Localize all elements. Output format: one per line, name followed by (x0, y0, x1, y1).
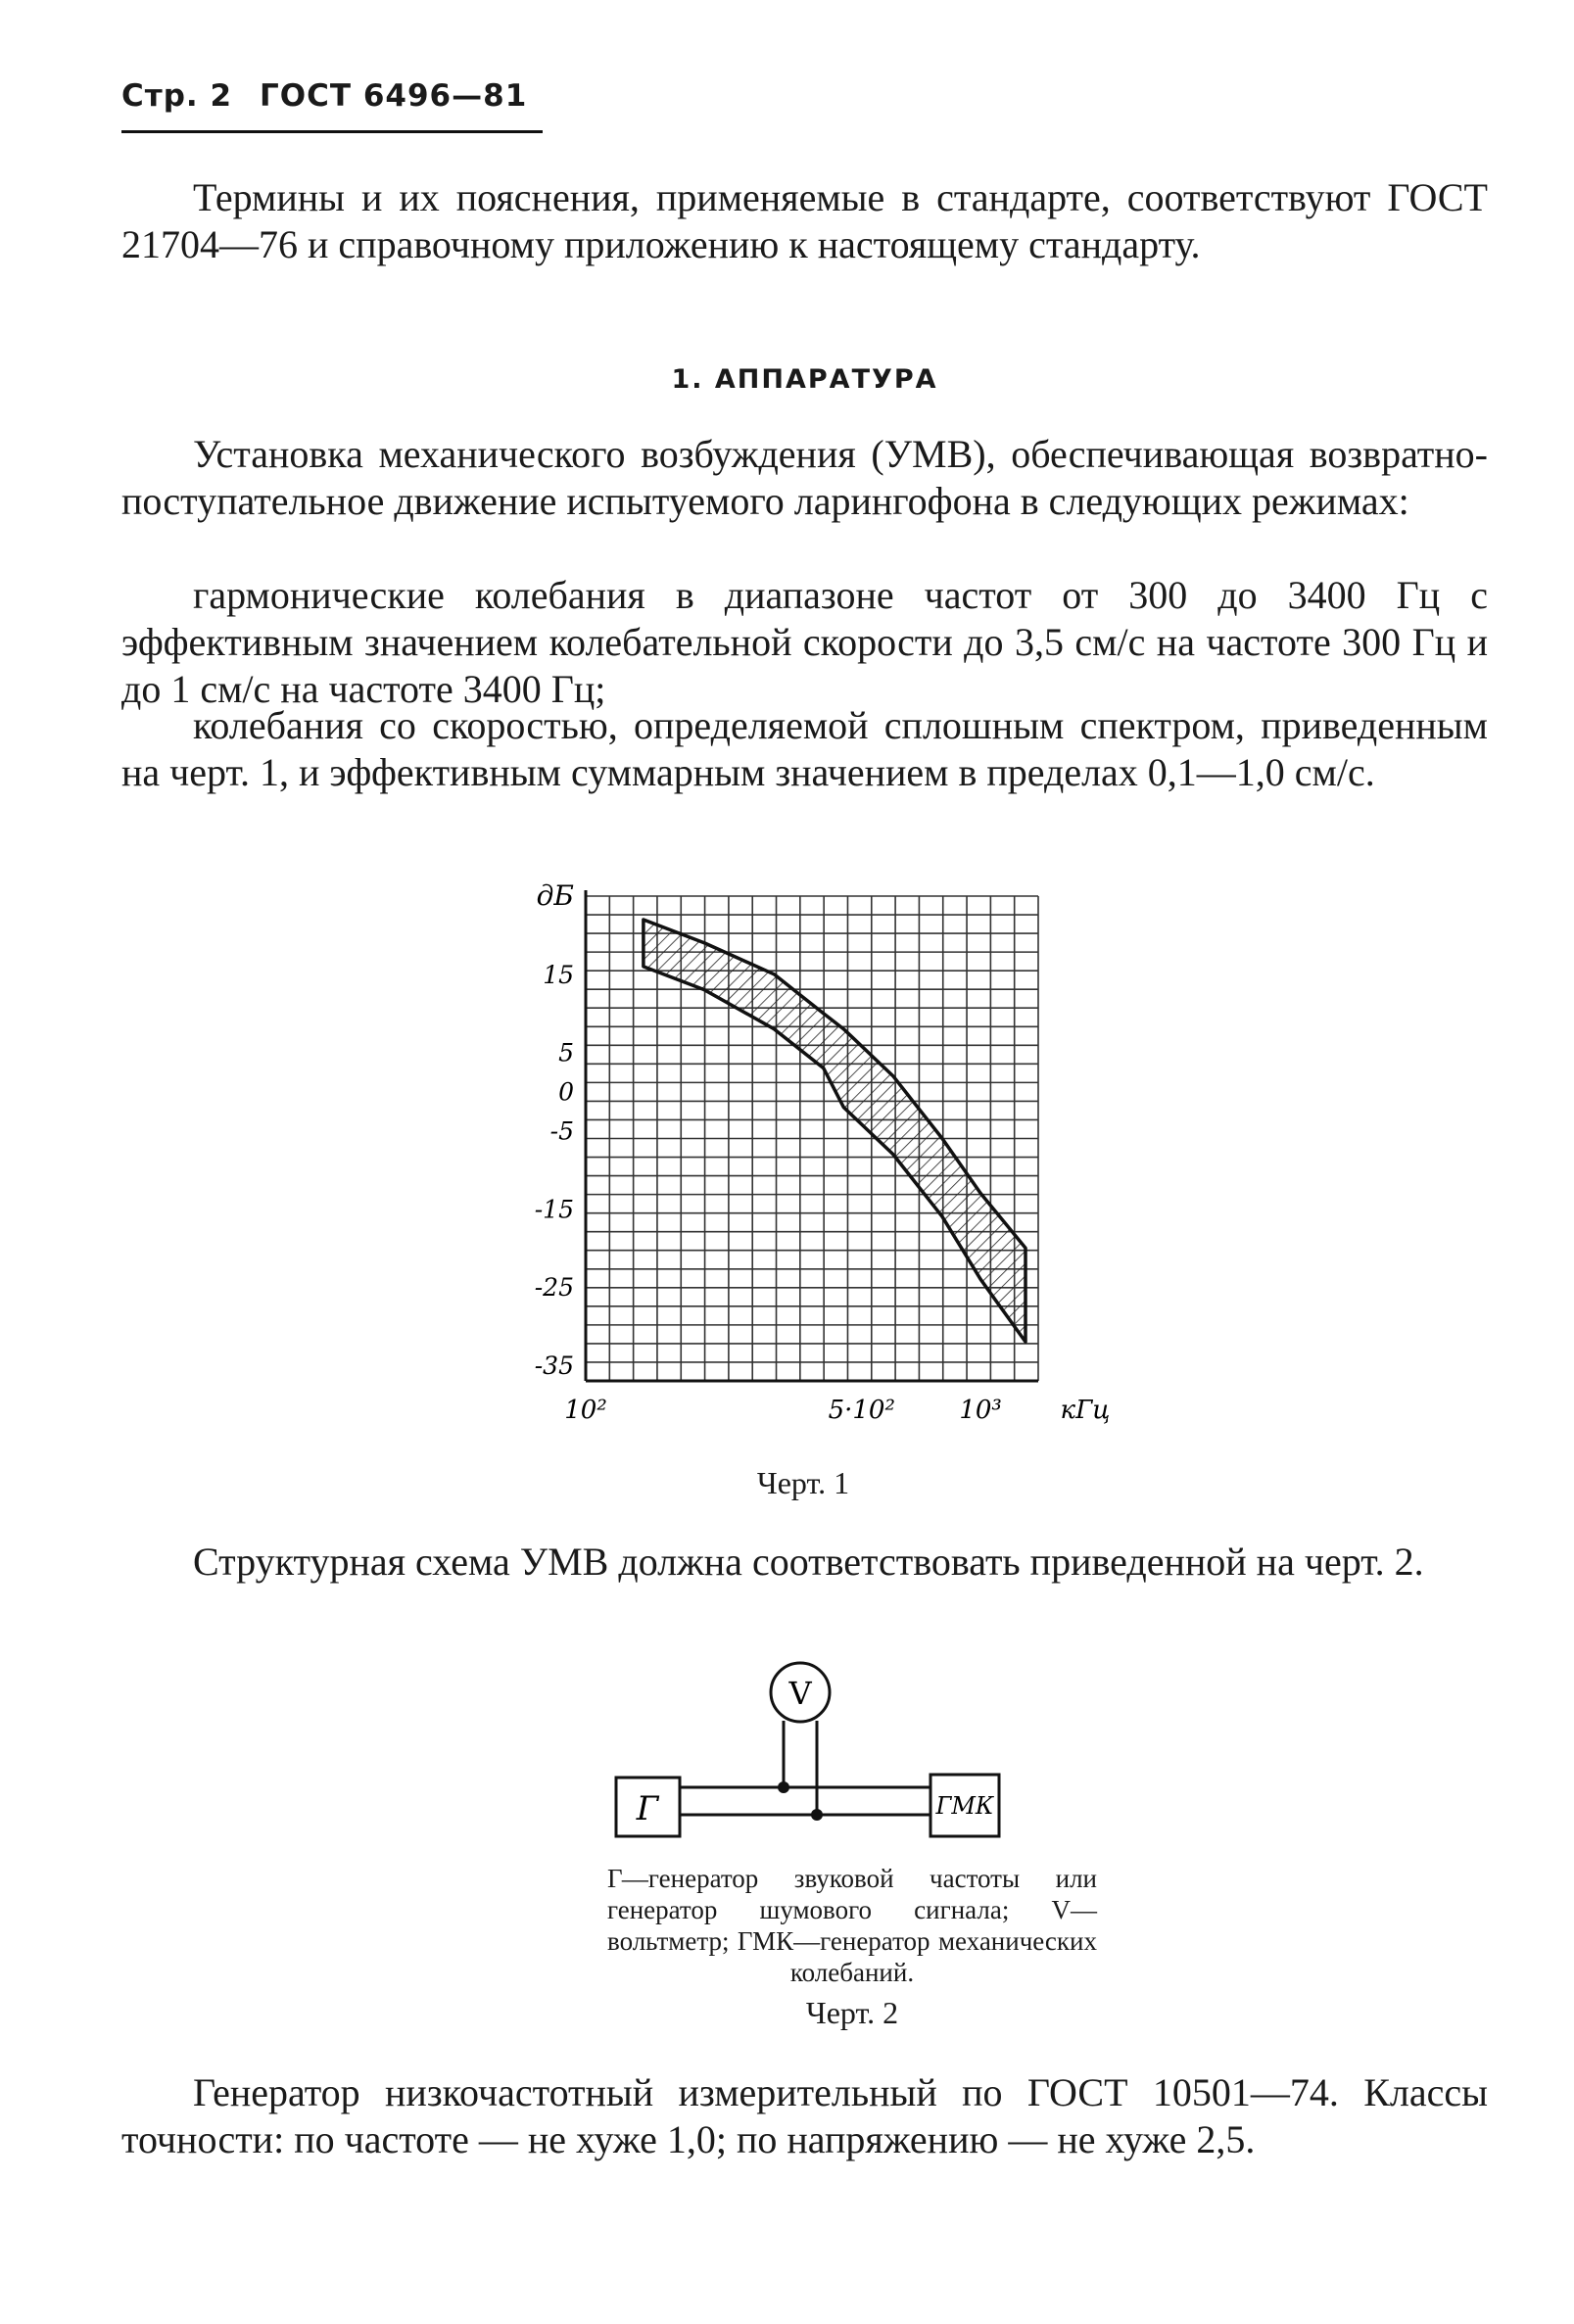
y-tick-label: 5 (558, 1038, 574, 1067)
junction-dot-bottom (811, 1809, 823, 1821)
doc-code: ГОСТ 6496—81 (260, 78, 528, 114)
body-paragraph-3: колебания со скоростью, определяемой сплошным спектром, приведенным на черт. 1, и эффективным суммарным значением в пределах 0,1—1,0 см/с. (121, 703, 1488, 794)
page-header (121, 78, 543, 114)
chart-1-caption: Черт. 1 (756, 1465, 850, 1500)
intro-paragraph: Термины и их пояснения, применяемые в стандарте, соответствуют ГОСТ 21704—76 и справочному приложению к настоящему стандарту. (121, 175, 1488, 266)
x-tick-label: 10³ (959, 1396, 1002, 1425)
y-axis-label: дБ (536, 879, 574, 912)
y-tick-label: 15 (543, 960, 574, 989)
x-axis-label: кГц (1060, 1396, 1111, 1425)
diagram-legend: Г—генератор звуковой частоты или генератор шумового сигнала; V—вольтметр; ГМК—генератор механических колебаний. (607, 1864, 1097, 1987)
y-tick-label: -15 (534, 1195, 574, 1224)
body-paragraph-1: Установка механического возбуждения (УМВ), обеспечивающая возвратно-поступательное движение испытуемого ларингофона в следующих режимах: (121, 432, 1488, 523)
spectrum-band (644, 920, 1025, 1342)
voltmeter-label: V (788, 1675, 812, 1712)
page-label: Стр. 2 (121, 78, 233, 114)
y-tick-label: -35 (534, 1352, 574, 1381)
chart-2-caption: Черт. 2 (805, 1995, 899, 2030)
x-tick-label: 5·10² (828, 1396, 895, 1425)
junction-dot-top (778, 1781, 789, 1793)
section-title: 1. АППАРАТУРА (671, 364, 938, 395)
spectrum-chart (509, 879, 1111, 1430)
x-tick-label: 10² (564, 1396, 607, 1425)
body-paragraph-5: Генератор низкочастотный измерительный по ГОСТ 10501—74. Классы точности: по частоте — не хуже 1,0; по напряжению — не хуже 2,5. (121, 2070, 1488, 2161)
block-diagram (607, 1640, 1038, 1856)
generator-label: Г (636, 1789, 659, 1828)
body-paragraph-4: Структурная схема УМВ должна соответствовать приведенной на черт. 2. (193, 1540, 1424, 1584)
y-tick-label: -5 (549, 1116, 574, 1146)
y-tick-label: -25 (534, 1273, 574, 1303)
body-paragraph-2: гармонические колебания в диапазоне частот от 300 до 3400 Гц с эффективным значением колебательной скорости до 3,5 см/с на частоте 300 Гц и до 1 см/с на частоте 3400 Гц; (121, 573, 1488, 711)
y-tick-label: 0 (558, 1077, 574, 1107)
mech-generator-label: ГМК (935, 1792, 994, 1820)
header-rule (121, 130, 543, 133)
